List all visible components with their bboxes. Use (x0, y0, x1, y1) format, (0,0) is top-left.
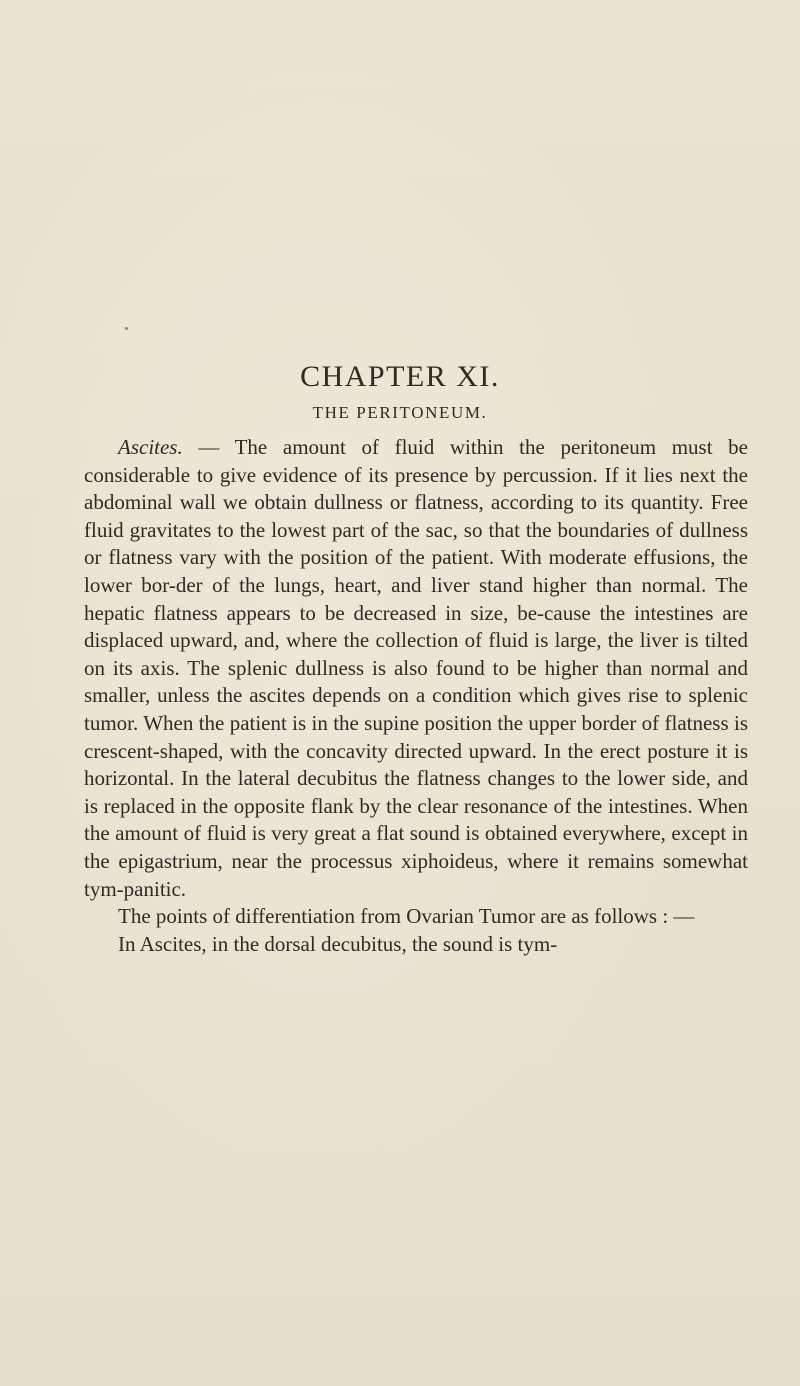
paragraph-text: — The amount of fluid within the peritoneum must be considerable to give evidence of its presence by percussion. If it lies next the abdominal wall we obtain dullness or flatness, according to its quantity. Free fluid gravitates to the lowest part of the sac, so that the boundaries of dullness or flatness vary with the position of the patient. With moderate effusions, the lower bor-der of the lungs, heart, and liver stand higher than normal. The hepatic flatness appears to be decreased in size, be-cause the intestines are displaced upward, and, where the collection of fluid is large, the liver is tilted on its axis. The splenic dullness is also found to be higher than normal and smaller, unless the ascites depends on a condition which gives rise to splenic tumor. When the patient is in the supine position the upper border of flatness is crescent-shaped, with the concavity directed upward. In the erect posture it is horizontal. In the lateral decubitus the flatness changes to the lower side, and is replaced in the opposite flank by the clear resonance of the intestines. When the amount of fluid is very great a flat sound is obtained everywhere, except in the epigastrium, near the processus xiphoideus, where it remains somewhat tym-panitic. (84, 435, 748, 901)
paragraph-continuation: In Ascites, in the dorsal decubitus, the sound is tym- (118, 931, 558, 956)
page-speck (125, 327, 128, 330)
paragraph-lead: Ascites. (118, 435, 183, 459)
body-text (84, 434, 748, 958)
paragraph-ascites (84, 434, 748, 903)
chapter-title: CHAPTER XI. (300, 360, 500, 393)
section-title: THE PERITONEUM. (312, 403, 488, 422)
paragraph-differentiation: The points of differentiation from Ovarian Tumor are as follows : — (118, 904, 695, 929)
